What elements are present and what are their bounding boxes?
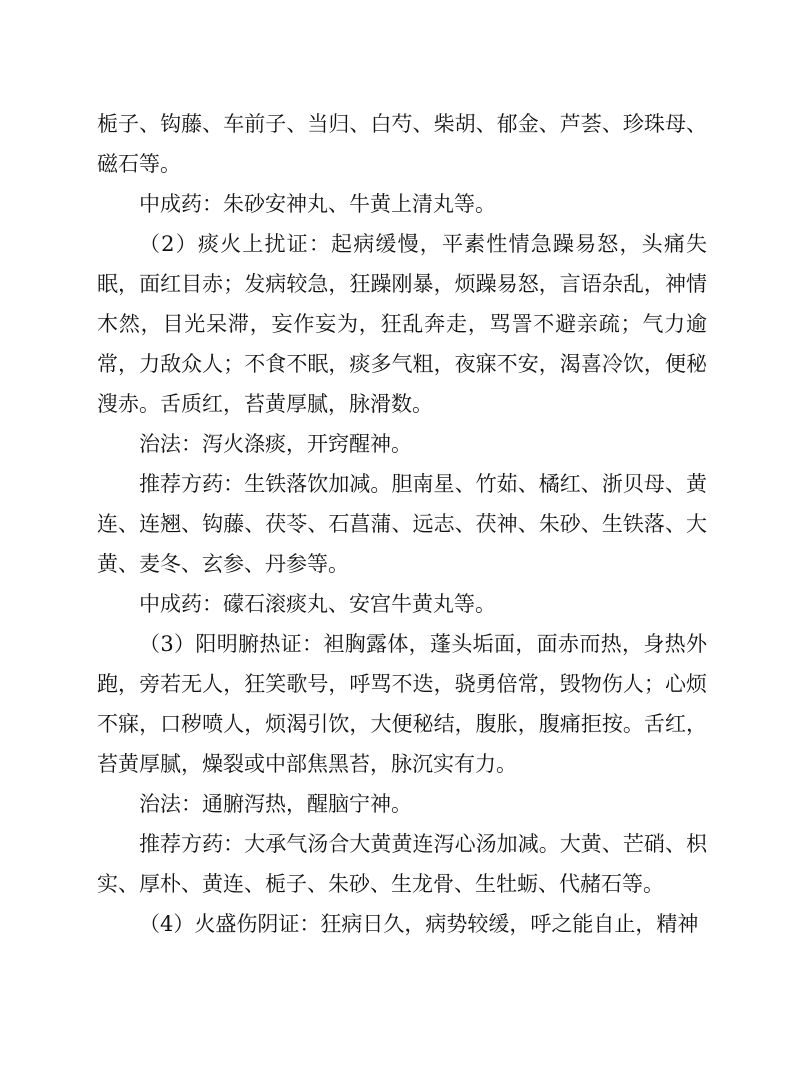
paragraph-recommended-prescription-1: 推荐方药：生铁落饮加减。胆南星、竹茹、橘红、浙贝母、黄连、连翘、钩藤、茯苓、石菖蒲、远志、茯神、朱砂、生铁落、大黄、麦冬、玄参、丹参等。 bbox=[97, 472, 707, 576]
paragraph-treatment-method-1: 治法：泻火涤痰，开窍醒神。 bbox=[139, 432, 412, 456]
paragraph-patent-medicine-2: 中成药：礞石滚痰丸、安宫牛黄丸等。 bbox=[139, 592, 496, 616]
paragraph-yangming-heat-syndrome: （3）阳明腑热证：袒胸露体，蓬头垢面，面赤而热，身热外跑，旁若无人，狂笑歌号，呼骂不迭，骁勇倍常，毁物伤人；心烦不寐，口秽喷人，烦渴引饮，大便秘结，腹胀，腹痛拒按。舌红，苔黄厚腻，燥裂或中部焦黑苔，脉沉实有力。 bbox=[97, 632, 707, 776]
document-body bbox=[97, 104, 707, 944]
paragraph-patent-medicine-1: 中成药：朱砂安神丸、牛黄上清丸等。 bbox=[139, 192, 496, 216]
paragraph-fire-damaging-yin-syndrome: （4）火盛伤阴证：狂病日久，病势较缓，呼之能自止，精神 bbox=[139, 912, 699, 936]
paragraph-herb-list-continued: 栀子、钩藤、车前子、当归、白芍、柴胡、郁金、芦荟、珍珠母、磁石等。 bbox=[97, 112, 707, 176]
paragraph-phlegm-fire-syndrome: （2）痰火上扰证：起病缓慢，平素性情急躁易怒，头痛失眠，面红目赤；发病较急，狂躁刚暴，烦躁易怒，言语杂乱，神情木然，目光呆滞，妄作妄为，狂乱奔走，骂詈不避亲疏；气力逾常，力敌众人；不食不眠，痰多气粗，夜寐不安，渴喜冷饮，便秘溲赤。舌质红，苔黄厚腻，脉滑数。 bbox=[97, 232, 707, 416]
paragraph-treatment-method-2: 治法：通腑泻热，醒脑宁神。 bbox=[139, 792, 412, 816]
paragraph-recommended-prescription-2: 推荐方药：大承气汤合大黄黄连泻心汤加减。大黄、芒硝、枳实、厚朴、黄连、栀子、朱砂、生龙骨、生牡蛎、代赭石等。 bbox=[97, 832, 707, 896]
